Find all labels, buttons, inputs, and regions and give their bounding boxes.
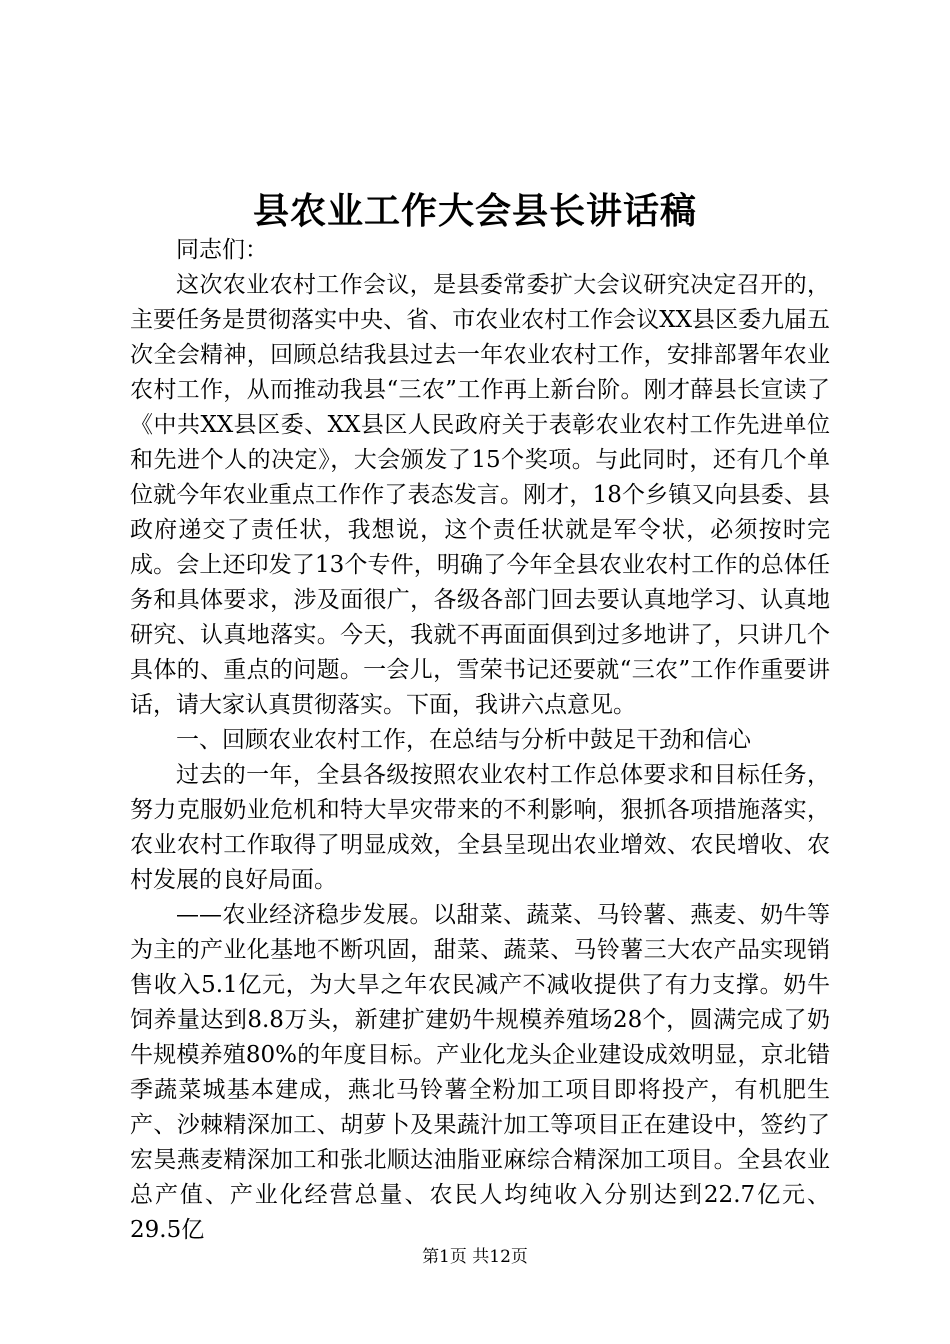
page-footer: 第1页 共12页	[422, 1247, 528, 1267]
section-heading: 一、回顾农业农村工作，在总结与分析中鼓足干劲和信心	[176, 727, 751, 753]
document-body	[130, 233, 830, 1248]
salutation: 同志们：	[176, 237, 268, 263]
body-paragraph: ——农业经济稳步发展。以甜菜、蔬菜、马铃薯、燕麦、奶牛等为主的产业化基地不断巩固，甜菜、蔬菜、马铃薯三大农产品实现销售收入5.1亿元，为大旱之年农民减产不减收提供了有力支撑。奶牛饲养量达到8.8万头，新建扩建奶牛规模养殖场28个，圆满完成了奶牛规模养殖80%的年度目标。产业化龙头企业建设成效明显，京北错季蔬菜城基本建成，燕北马铃薯全粉加工项目即将投产，有机肥生产、沙棘精深加工、胡萝卜及果蔬汁加工等项目正在建设中，签约了宏昊燕麦精深加工和张北顺达油脂亚麻综合精深加工项目。全县农业总产值、产业化经营总量、农民人均纯收入分别达到22.7亿元、29.5亿	[130, 902, 830, 1243]
body-paragraph: 这次农业农村工作会议，是县委常委扩大会议研究决定召开的，主要任务是贯彻落实中央、省、市农业农村工作会议XX县区委九届五次全会精神，回顾总结我县过去一年农业农村工作，安排部署年农业农村工作，从而推动我县“三农”工作再上新台阶。刚才薛县长宣读了《中共XX县区委、XX县区人民政府关于表彰农业农村工作先进单位和先进个人的决定》，大会颁发了15个奖项。与此同时，还有几个单位就今年农业重点工作作了表态发言。刚才，18个乡镇又向县委、县政府递交了责任状，我想说，这个责任状就是军令状，必须按时完成。会上还印发了13个专件，明确了今年全县农业农村工作的总体任务和具体要求，涉及面很广，各级各部门回去要认真地学习、认真地研究、认真地落实。今天，我就不再面面俱到过多地讲了，只讲几个具体的、重点的问题。一会儿，雪荣书记还要就“三农”工作作重要讲话，请大家认真贯彻落实。下面，我讲六点意见。	[130, 272, 830, 718]
document-title: 县农业工作大会县长讲话稿	[252, 190, 697, 232]
body-paragraph: 过去的一年，全县各级按照农业农村工作总体要求和目标任务，努力克服奶业危机和特大旱灾带来的不利影响，狠抓各项措施落实，农业农村工作取得了明显成效，全县呈现出农业增效、农民增收、农村发展的良好局面。	[130, 762, 830, 893]
